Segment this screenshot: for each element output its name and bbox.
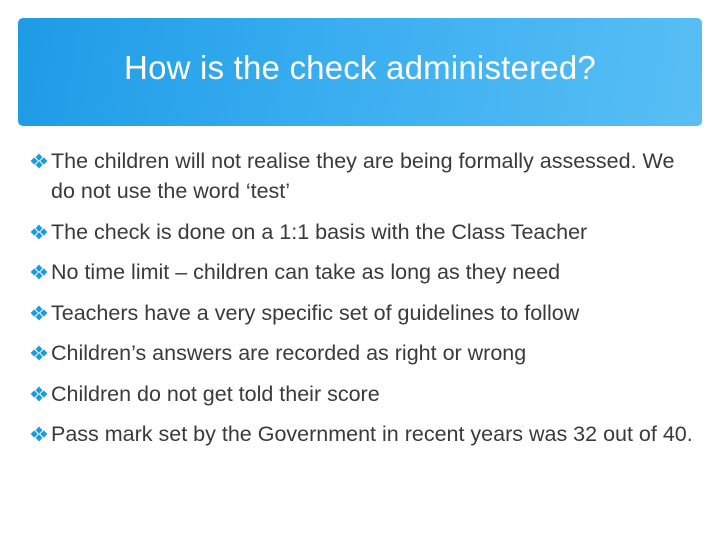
bullet-text: Teachers have a very specific set of guidelines to follow <box>51 300 580 325</box>
bullet-item <box>30 419 700 449</box>
bullet-item <box>30 298 700 328</box>
bullet-item <box>30 257 700 287</box>
diamond-bullet-icon <box>30 386 48 402</box>
bullet-item <box>30 379 700 409</box>
slide-title: How is the check administered? <box>124 49 596 86</box>
diamond-bullet-icon <box>30 264 48 280</box>
bullet-text: The check is done on a 1:1 basis with the Class Teacher <box>51 219 588 244</box>
bullet-text: Children do not get told their score <box>51 381 380 406</box>
diamond-bullet-icon <box>30 426 48 442</box>
bullet-item <box>30 338 700 368</box>
bullet-item <box>30 146 700 206</box>
bullet-text: No time limit – children can take as long as they need <box>51 260 561 284</box>
diamond-bullet-icon <box>30 305 48 321</box>
bullet-text: Pass mark set by the Government in recent years was 32 out of 40. <box>51 422 693 446</box>
diamond-bullet-icon <box>30 153 48 169</box>
bullet-text: The children will not realise they are being formally assessed. We do not use the word ‘test’ <box>51 149 675 203</box>
title-bar <box>18 18 702 126</box>
diamond-bullet-icon <box>30 224 48 240</box>
diamond-bullet-icon <box>30 345 48 361</box>
bullet-text: Children’s answers are recorded as right or wrong <box>51 341 527 365</box>
bullet-list <box>30 146 700 460</box>
bullet-item <box>30 217 700 247</box>
